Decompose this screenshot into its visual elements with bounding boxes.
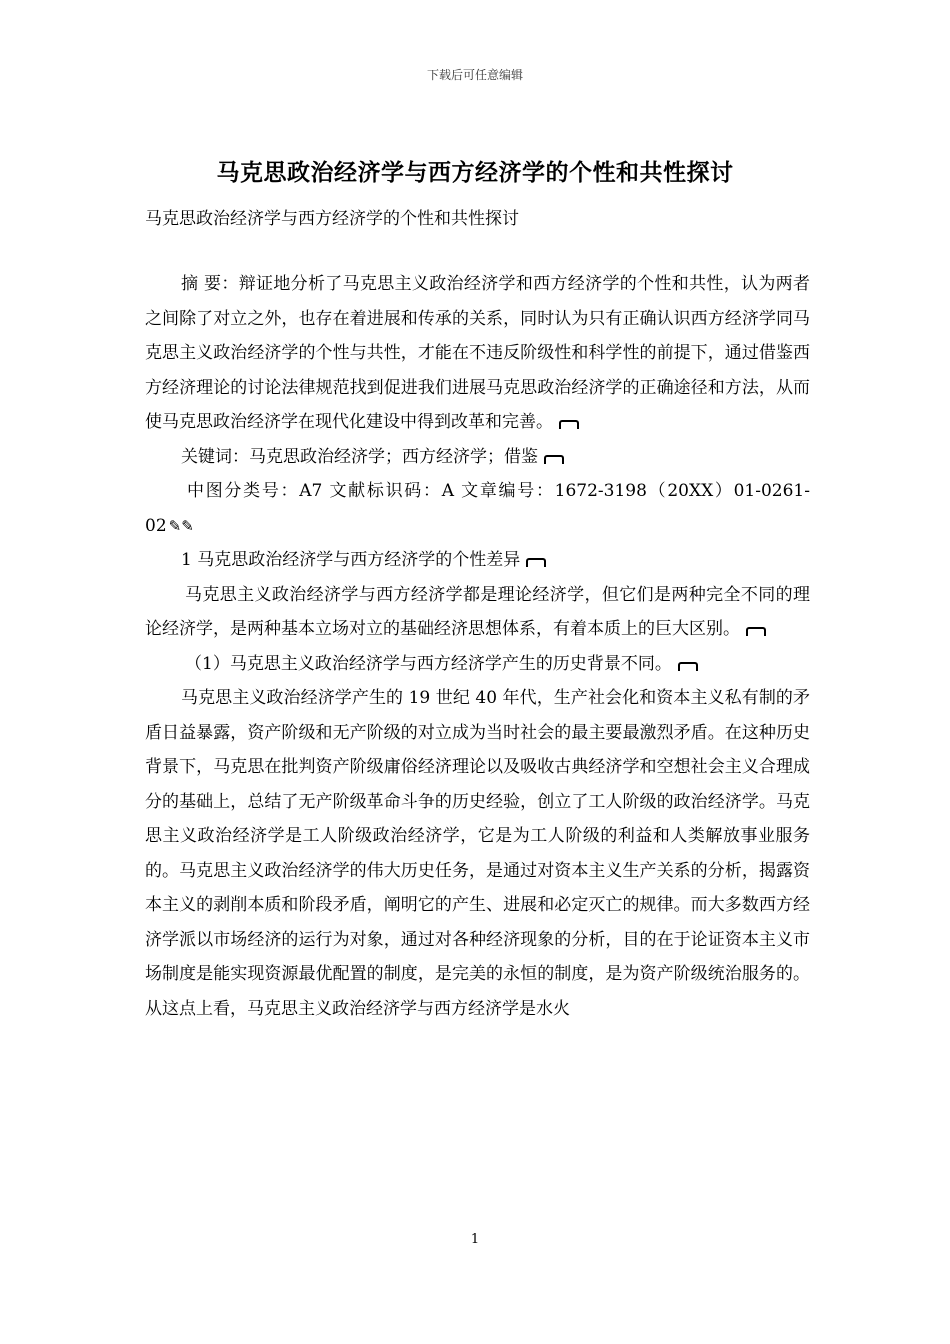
- body-paragraph-text: 马克思主义政治经济学产生的 19 世纪 40 年代，生产社会化和资本主义私有制的矛盾日益暴露，资产阶级和无产阶级的对立成为当时社会的最主要最激烈矛盾。在这种历史背景下，马克思在批判资产阶级庸俗经济理论以及吸收古典经济学和空想社会主义合理成分的基础上，总结了无产阶级革命斗争的历史经验，创立了工人阶级的政治经济学。马克思主义政治经济学是工人阶级政治经济学，它是为工人阶级的利益和人类解放事业服务的。马克思主义政治经济学的伟大历史任务，是通过对资本主义生产关系的分析，揭露资本主义的剥削本质和阶段矛盾，阐明它的产生、进展和必定灭亡的规律。而大多数西方经济学派以市场经济的运行为对象，通过对各种经济现象的分析，目的在于论证资本主义市场制度是能实现资源最优配置的制度，是完美的永恒的制度，是为资产阶级统治服务的。从这点上看，马克思主义政治经济学与西方经济学是水火: [145, 688, 810, 1019]
- document-subtitle: 马克思政治经济学与西方经济学的个性和共性探讨: [145, 209, 519, 229]
- paragraph-mark-icon: [526, 558, 546, 567]
- section-heading-text: 1 马克思政治经济学与西方经济学的个性差异: [181, 550, 521, 570]
- body-paragraph-text: 马克思主义政治经济学与西方经济学都是理论经济学，但它们是两种完全不同的理论经济学，是两种基本立场对立的基础经济思想体系，有着本质上的巨大区别。: [145, 584, 810, 639]
- document-body: [145, 267, 810, 1026]
- keywords-text: 关键词：马克思政治经济学；西方经济学；借鉴: [181, 446, 538, 467]
- body-paragraph: [145, 578, 810, 647]
- paragraph-mark-icon: [544, 455, 564, 464]
- page-number: 1: [470, 1232, 480, 1247]
- edit-glyph-icon: ✎✎: [168, 516, 194, 535]
- classification-paragraph: [145, 474, 810, 543]
- point-text: （1）马克思主义政治经济学与西方经济学产生的历史背景不同。: [185, 653, 672, 674]
- paragraph-mark-icon: [678, 662, 698, 671]
- keywords-paragraph: [145, 440, 810, 475]
- body-paragraph: [145, 681, 810, 1026]
- paragraph-mark-icon: [559, 420, 579, 429]
- section-heading: [145, 543, 810, 578]
- abstract-text: 摘 要：辩证地分析了马克思主义政治经济学和西方经济学的个性和共性，认为两者之间除了对立之外，也存在着进展和传承的关系，同时认为只有正确认识西方经济学同马克思主义政治经济学的个性与共性，才能在不违反阶级性和科学性的前提下，通过借鉴西方经济理论的讨论法律规范找到促进我们进展马克思政治经济学的正确途径和方法，从而使马克思政治经济学在现代化建设中得到改革和完善。: [145, 274, 810, 432]
- classification-text: 中图分类号：A7 文献标识码：A 文章编号：1672-3198（20XX）01-0261-02: [145, 481, 810, 536]
- page-header: 下载后可任意编辑: [426, 68, 523, 82]
- document-title: 马克思政治经济学与西方经济学的个性和共性探讨: [216, 159, 734, 186]
- paragraph-mark-icon: [746, 627, 766, 636]
- abstract-paragraph: [145, 267, 810, 440]
- point-paragraph: [145, 647, 810, 682]
